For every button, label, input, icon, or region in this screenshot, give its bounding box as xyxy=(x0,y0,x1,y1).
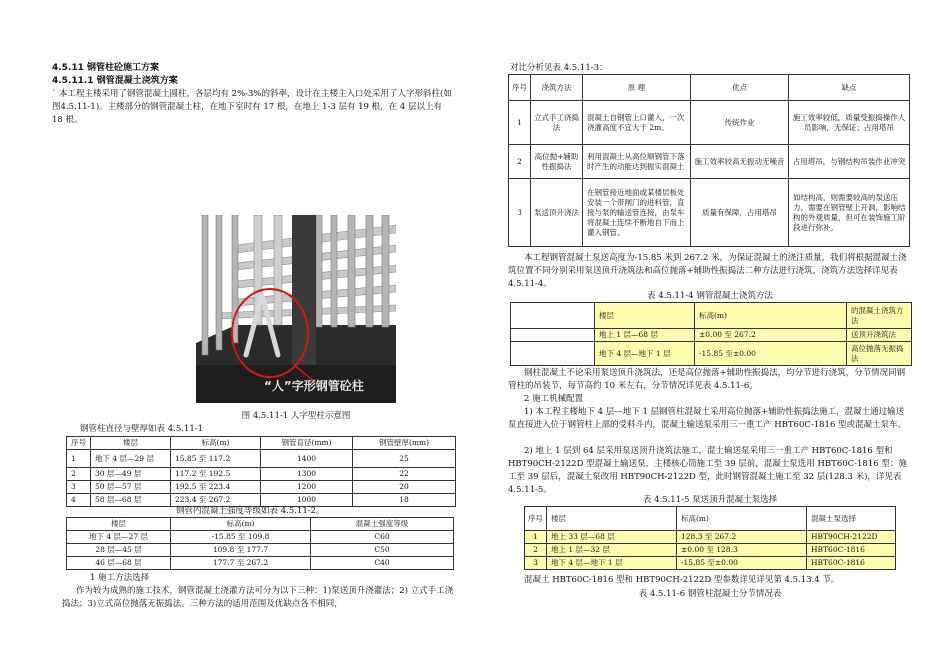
table-cell: 192.5 至 223.4 xyxy=(171,481,261,494)
table-cell: ±0.00 至 128.3 xyxy=(677,544,807,557)
table-cell: C40 xyxy=(311,557,454,570)
table-method-comparison xyxy=(508,74,910,247)
table-row xyxy=(67,544,454,557)
table5-title: 表 4.5.11-5 泵送顶升混凝土泵选择 xyxy=(642,495,778,505)
table-header: 原 理 xyxy=(583,75,691,101)
table-header: 楼层 xyxy=(67,518,171,531)
table-cell: 58 层—68 层 xyxy=(91,494,171,507)
table-cell: -15.85 至±0.00 xyxy=(677,557,807,570)
table-cell: 1 xyxy=(509,101,531,145)
table-concrete-grade xyxy=(66,517,454,570)
table-cell: 利用混凝土从高位顺钢管下落时产生的动能达到振实混凝土 xyxy=(583,145,691,179)
intro-paragraph: ` 本工程主楼采用了钢管混凝土圆柱，各层均有 2%-3%的斜率，设计在主楼主入口处采用了人字形斜柱(如图4.5.11-1)。主楼部分的钢管混凝土柱，在地下室时有 17 根，在地上 1-3 层有 19 根，在 4 层以上有 18 根。 xyxy=(52,89,452,125)
table-cell: 177.7 至 267.2 xyxy=(171,557,311,570)
table-cell: 3 xyxy=(525,557,547,570)
table-cell: 1000 xyxy=(261,494,353,507)
table-cell: 25 xyxy=(353,450,456,468)
table-pipe-diameter xyxy=(66,436,456,507)
table-row xyxy=(509,179,910,247)
table-pouring-method xyxy=(510,302,912,366)
table-cell: 50 层—57 层 xyxy=(91,481,171,494)
table-cell: 18 xyxy=(353,494,456,507)
section-1-paragraph: 作为较为成熟的施工技术，钢管混凝土浇灌方法可分为以下三种：1)泵送顶升浇灌法；2) 立式手工浇捣法；3)立式高位抛落无振捣法。三种方法的适用范围及优缺点各不相同， xyxy=(62,586,454,609)
table-cell: 施工效率较低，质量受振捣操作人员影响，无保证；占用塔吊 xyxy=(789,101,910,145)
table-header: 优点 xyxy=(691,75,789,101)
table-cell: 地上 33 层—68 层 xyxy=(547,531,677,544)
table-cell: 传统作业 xyxy=(691,101,789,145)
table-cell: 高位抛落无振捣法 xyxy=(847,342,912,366)
table-header: 序号 xyxy=(509,75,531,101)
table4-title: 表 4.5.11-4 钢管混凝土浇筑方法 xyxy=(647,291,773,301)
table-header: 的混凝土浇筑方法 xyxy=(847,303,912,329)
table-cell: -15.85 至±0.00 xyxy=(695,342,847,366)
table-cell: 46 层—68 层 xyxy=(67,557,171,570)
machine-paragraph-2: 2) 地上 1 层到 64 层采用泵送顶升浇筑法施工，混土输送泵采用三一重工产 HBT60C-1816 型和 HBT90CH-2122D 型混凝土输送泵，主楼核心筒施工至 39 层前，混凝土泵选用 HBT60C-1816 型；施工至 39 层后，混凝土泵改用 HBT90CH-2122D 型，此时钢管混凝土施工至 32 层(128.3 米)，详见表 4.5.11-5。 xyxy=(508,446,907,495)
table-row xyxy=(509,101,910,145)
table-cell: 地上 1 层—32 层 xyxy=(547,544,677,557)
figure-label: “人”字形钢管砼柱 xyxy=(264,379,364,393)
table1-title: 钢管柱直径与壁厚如表 4.5.11-1 xyxy=(80,424,204,434)
table-cell: C50 xyxy=(311,544,454,557)
table-cell: 3 xyxy=(509,179,531,247)
table-cell: 20 xyxy=(353,481,456,494)
table-row xyxy=(525,531,896,544)
table-row xyxy=(67,468,456,481)
table-cell: 占用塔吊，与钢结构吊装作业冲突 xyxy=(789,145,910,179)
section-heading: 4.5.11 钢管柱砼施工方案 xyxy=(52,63,160,73)
table-cell: 如结构高，则需要较高的泵送压力。需要在钢管壁上开洞，影响结构的外观质量，但可在装饰施工阶段进行弥补。 xyxy=(789,179,910,247)
table-row xyxy=(67,481,456,494)
table-cell: 3 xyxy=(67,481,91,494)
table-cell: C60 xyxy=(311,531,454,544)
figure-caption: 图 4.5.11-1 人字型柱示意图 xyxy=(241,411,351,421)
table-cell: 1 xyxy=(525,531,547,544)
table6-title: 表 4.5.11-6 钢管柱混凝土分节情况表 xyxy=(638,589,782,599)
table-row xyxy=(525,544,896,557)
table-cell: 泵送顶升浇法 xyxy=(531,179,583,247)
table-row xyxy=(67,531,454,544)
table-header: 标高(m) xyxy=(695,303,847,329)
table-header: 标高(m) xyxy=(171,518,311,531)
table-cell: 1200 xyxy=(261,481,353,494)
table-cell: 地下 4 层—地下 1 层 xyxy=(595,342,695,366)
table2-title: 钢管内混凝土强度等级如表 4.5.11-2。 xyxy=(176,506,325,516)
column-figure xyxy=(196,215,396,403)
table-cell: 施工效率较高无振动无噪音 xyxy=(691,145,789,179)
table-cell: 128.3 至 267.2 xyxy=(677,531,807,544)
continued-text: 对比分析见表 4.5.11-3： xyxy=(510,63,608,73)
table-header: 缺点 xyxy=(789,75,910,101)
table-cell: 在钢管接近地面或某楼层板处安装一个带闸门的进料管，直接与泵的输送管连接，由泵车将混凝土连续不断地自下而上灌入钢管。 xyxy=(583,179,691,247)
table-cell: ±0.00 至 267.2 xyxy=(695,329,847,342)
pump-params-note: 混凝土 HBT60C-1816 型和 HBT90CH-2122D 型参数详见详见第 4.5.13.4 节。 xyxy=(524,575,840,585)
figure-illustration xyxy=(196,215,396,403)
table-cell: 1400 xyxy=(261,450,353,468)
table-cell: HBT60C-1816 xyxy=(807,557,896,570)
table-cell: 109.8 至 177.7 xyxy=(171,544,311,557)
table-row xyxy=(509,145,910,179)
table-cell: 立式手工浇捣法 xyxy=(531,101,583,145)
table-cell: 质量有保障，占用塔吊 xyxy=(691,179,789,247)
table-cell: 地上 1 层—68 层 xyxy=(595,329,695,342)
table-cell: 地下 4 层—27 层 xyxy=(67,531,171,544)
table-cell: 地下 4 层—地下 1 层 xyxy=(547,557,677,570)
table-cell: 22 xyxy=(353,468,456,481)
table-header: 标高(m) xyxy=(677,507,807,531)
table-cell: 223.4 至 267.2 xyxy=(171,494,261,507)
table-cell: 2 xyxy=(509,145,531,179)
segment-paragraph: 钢柱混凝土不论采用泵送顶升浇筑法，还是高位抛落+辅助性振捣法，均分节进行浇筑，分节情况同钢管柱的吊装节，每节高约 10 米左右，分节情况详见表 4.5.11-6。 xyxy=(508,368,906,391)
table-cell: 混凝土自钢管上口灌入，一次浇灌高度不宜大于 2m。 xyxy=(583,101,691,145)
section-1-heading: 1 施工方法选择 xyxy=(90,573,150,583)
table-header: 楼层 xyxy=(547,507,677,531)
table-header: 楼层 xyxy=(91,437,171,450)
table-header: 钢管壁厚(mm) xyxy=(353,437,456,450)
table-header: 钢管直径(mm) xyxy=(261,437,353,450)
table-cell: 1300 xyxy=(261,468,353,481)
table-cell: 地下 4 层—29 层 xyxy=(91,450,171,468)
table-cell: HBT90CH-2122D xyxy=(807,531,896,544)
table-header: 浇筑方法 xyxy=(531,75,583,101)
section-2-heading: 2 施工机械配置 xyxy=(524,394,584,404)
table-cell: 4 xyxy=(67,494,91,507)
table-cell: 15.85 至 117.2 xyxy=(171,450,261,468)
subsection-heading: 4.5.11.1 钢管混凝土浇筑方案 xyxy=(52,76,178,86)
table-header: 楼层 xyxy=(595,303,695,329)
table-row xyxy=(525,557,896,570)
pumping-height-paragraph: 本工程钢管混凝土泵送高度为-15.85 米到 267.2 米，为保证混凝土的浇注质量，我们将根据混凝土浇筑位置不同分别采用泵送顶升浇筑法和高位抛落+辅助性振捣法二种方法进行浇筑，浇筑方法选择详见表 4.5.11-4。 xyxy=(508,253,907,289)
table-row xyxy=(511,329,912,342)
table-header: 混凝土强度等级 xyxy=(311,518,454,531)
table-cell: 送顶升浇筑法 xyxy=(847,329,912,342)
table-cell: -15.85 至 109.8 xyxy=(171,531,311,544)
table-cell: 1 xyxy=(67,450,91,468)
table-cell: 2 xyxy=(67,468,91,481)
table-cell: 117.2 至 192.5 xyxy=(171,468,261,481)
machine-paragraph-1: 1) 本工程主楼地下 4 层—地下 1 层钢管柱混凝土采用高位抛落+辅助性振捣法施工，混凝土通过输送泵直接进入位于钢管柱上部的受料斗内，混凝土输送泵采用三一重工产 HBT60C-1816 型或混凝土泵车。 xyxy=(508,407,907,430)
table-row xyxy=(67,557,454,570)
table-cell: 30 层—49 层 xyxy=(91,468,171,481)
table-cell: HBT60C-1816 xyxy=(807,544,896,557)
table-cell: 28 层—45 层 xyxy=(67,544,171,557)
table-header: 序号 xyxy=(525,507,547,531)
table-pump-selection xyxy=(524,506,896,570)
table-header: 混凝土泵选择 xyxy=(807,507,896,531)
table-header: 标高(m) xyxy=(171,437,261,450)
table-header: 序号 xyxy=(67,437,91,450)
table-row xyxy=(67,450,456,468)
table-row xyxy=(511,342,912,366)
table-cell: 2 xyxy=(525,544,547,557)
table-cell: 高位抛+辅助性振捣法 xyxy=(531,145,583,179)
